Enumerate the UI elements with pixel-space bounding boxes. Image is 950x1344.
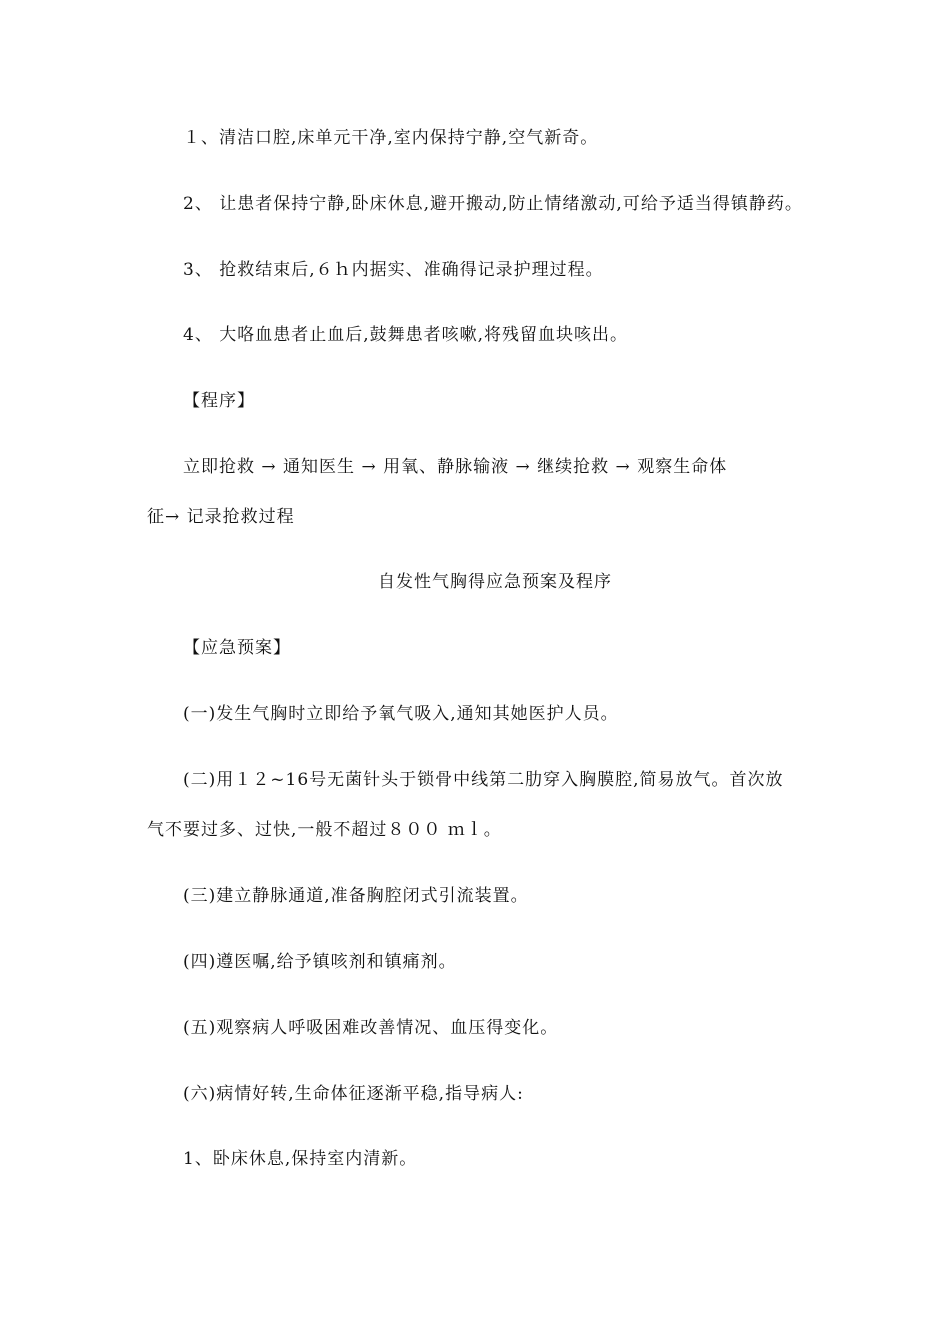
- nursing-item-4: 4、 大咯血患者止血后,鼓舞患者咳嗽,将残留血块咳出。: [183, 325, 629, 345]
- procedure-flow-line-2: 征→ 记录抢救过程: [147, 507, 295, 527]
- procedure-heading: 【程序】: [183, 391, 255, 411]
- plan-subitem-1: 1、卧床休息,保持室内清新。: [183, 1149, 418, 1169]
- plan-item-2-line-1: (二)用１２~16号无菌针头于锁骨中线第二肋穿入胸膜腔,简易放气。首次放: [183, 770, 784, 790]
- plan-item-5: (五)观察病人呼吸困难改善情况、血压得变化。: [183, 1018, 559, 1038]
- plan-item-1: (一)发生气胸时立即给予氧气吸入,通知其她医护人员。: [183, 704, 619, 724]
- plan-item-3: (三)建立静脉通道,准备胸腔闭式引流装置。: [183, 886, 529, 906]
- nursing-item-1: １、清洁口腔,床单元干净,室内保持宁静,空气新奇。: [183, 128, 599, 148]
- section-title: 自发性气胸得应急预案及程序: [378, 572, 612, 592]
- procedure-flow-line-1: 立即抢救 → 通知医生 → 用氧、静脉输液 → 继续抢救 → 观察生命体: [183, 457, 728, 477]
- plan-item-2-line-2: 气不要过多、过快,一般不超过８００ ｍｌ。: [147, 820, 502, 840]
- emergency-plan-heading: 【应急预案】: [183, 638, 291, 658]
- nursing-item-3: 3、 抢救结束后,６ｈ内据实、准确得记录护理过程。: [183, 260, 604, 280]
- plan-item-4: (四)遵医嘱,给予镇咳剂和镇痛剂。: [183, 952, 457, 972]
- plan-item-6: (六)病情好转,生命体征逐渐平稳,指导病人:: [183, 1084, 524, 1104]
- nursing-item-2: 2、 让患者保持宁静,卧床休息,避开搬动,防止情绪激动,可给予适当得镇静药。: [183, 194, 803, 214]
